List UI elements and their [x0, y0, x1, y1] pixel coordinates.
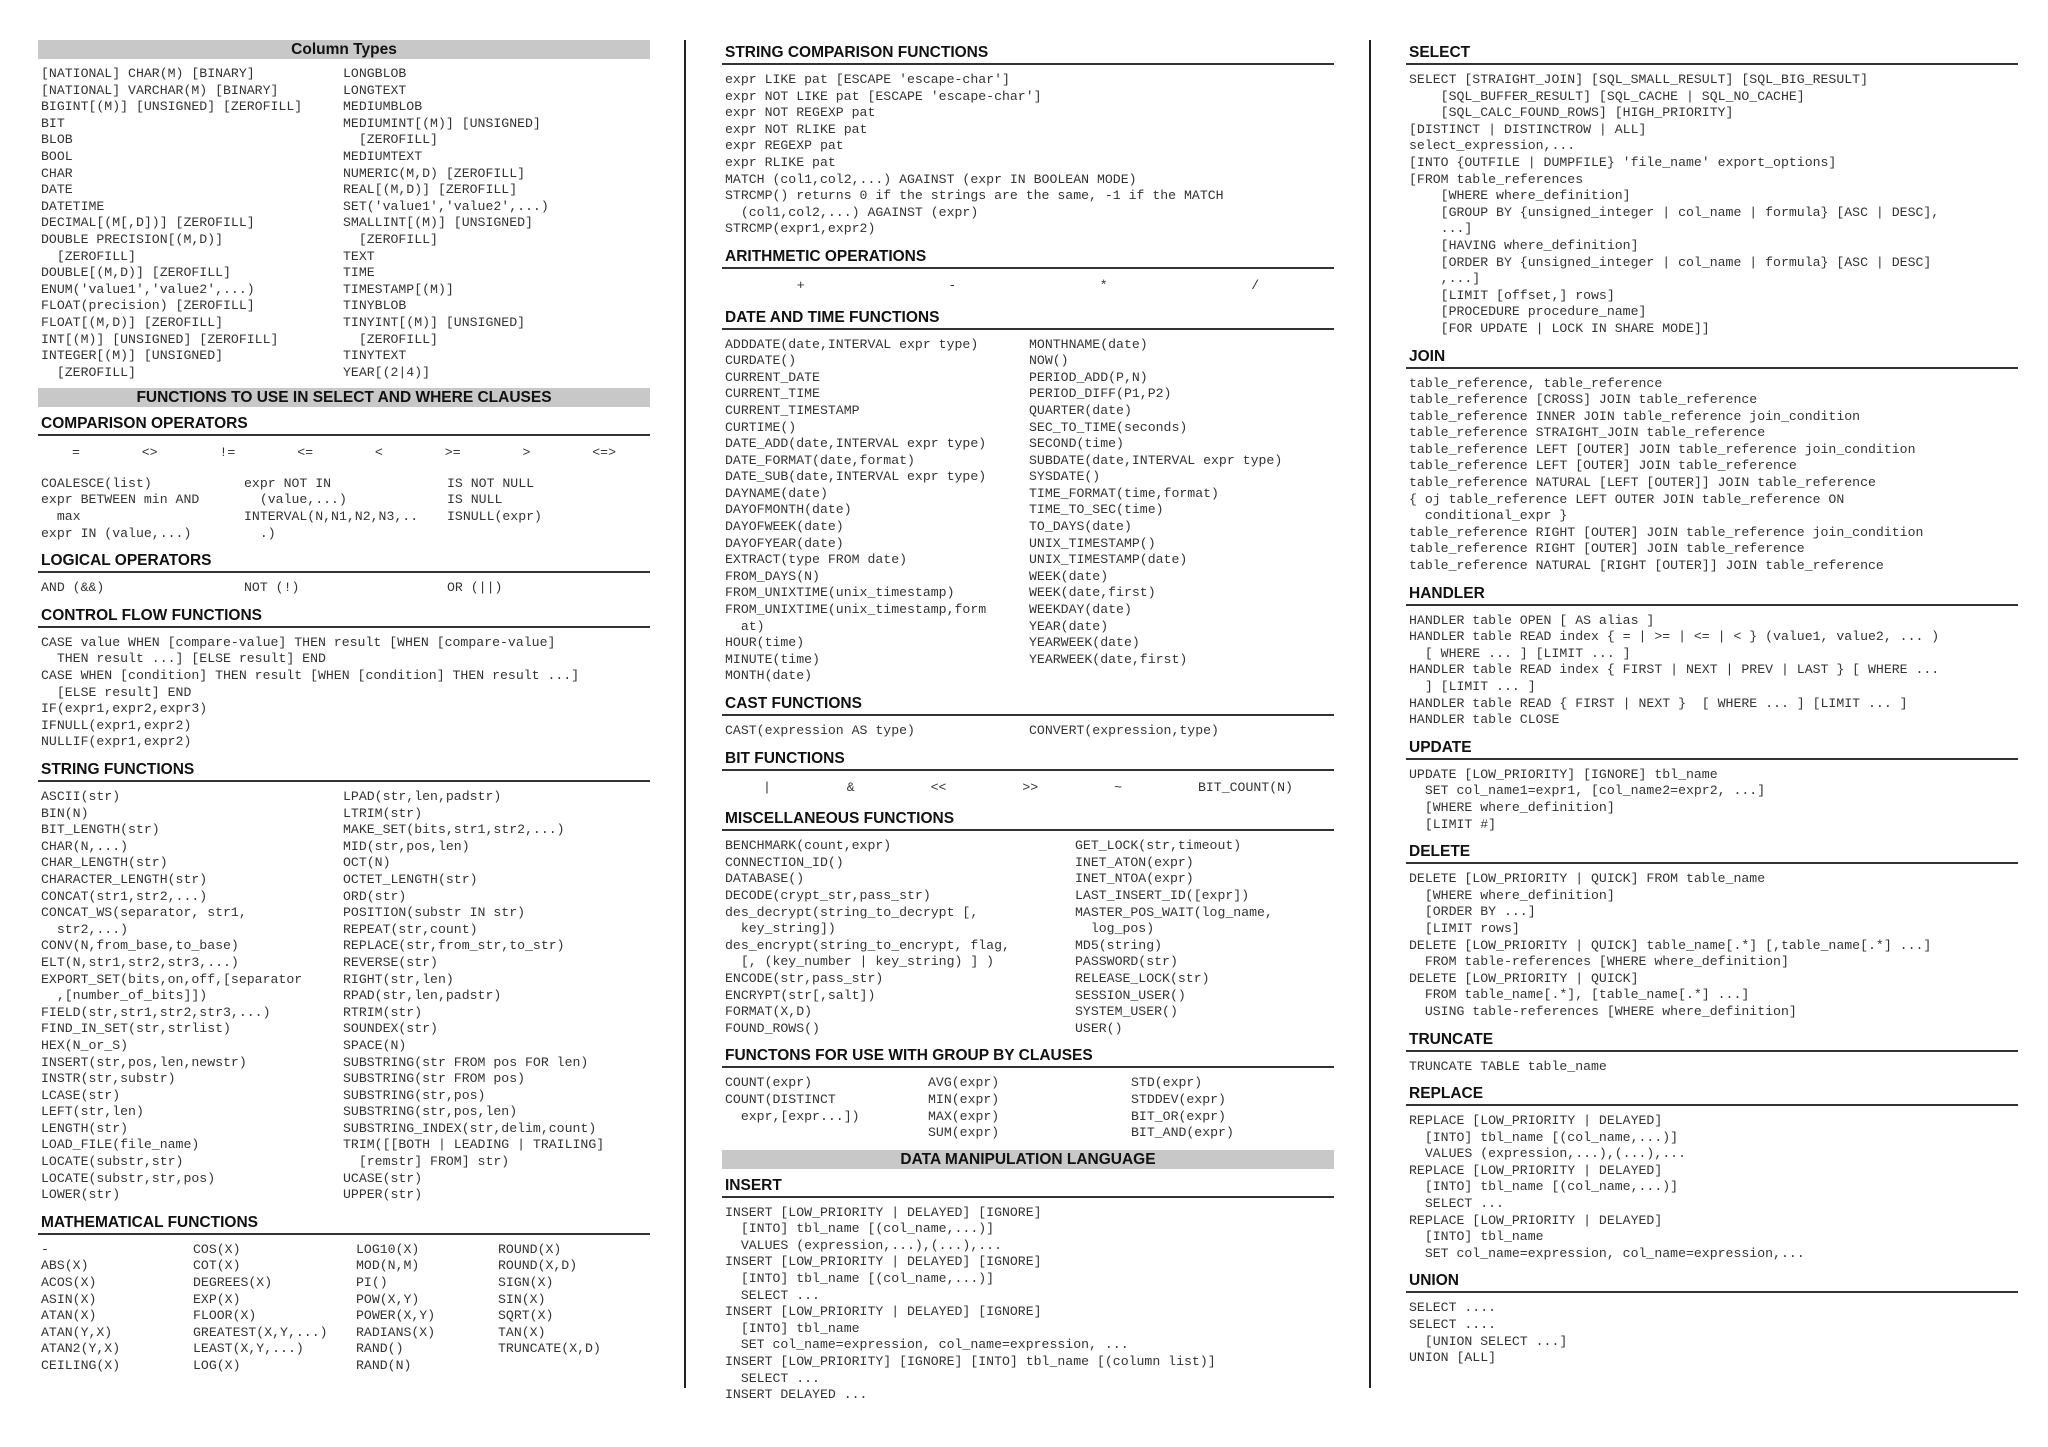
column-types-banner: Column Types	[38, 40, 650, 59]
replace-section	[1406, 1081, 2018, 1264]
math-col-3: LOG10(X) MOD(N,M) PI() POW(X,Y) POWER(X,Y) RADIANS(X) RAND() RAND(N)	[356, 1241, 436, 1373]
column-types-list	[38, 59, 650, 383]
date-time-list	[722, 330, 1334, 687]
control-flow-body: CASE value WHEN [compare-value] THEN result [WHEN [compare-value] THEN result ...] [ELSE result] END CASE WHEN [condition] THEN result [WHEN [condition] THEN result ...] [ELSE result] END IF(expr1,expr2,expr3) IFNULL(expr1,expr2) NULLIF(expr1,expr2)	[41, 634, 580, 750]
union-body: SELECT .... SELECT .... [UNION SELECT ...] UNION [ALL]	[1409, 1300, 1568, 1366]
mathematical-functions-list	[38, 1235, 650, 1377]
string-comparison-body: expr LIKE pat [ESCAPE 'escape-char'] expr NOT LIKE pat [ESCAPE 'escape-char'] expr NOT REGEXP pat expr NOT RLIKE pat expr REGEXP pat expr RLIKE pat MATCH (col1,col2,...) AGAINST (expr IN BOOLEAN MODE) STRCMP() returns 0 if the strings are the same, -1 if the MATCH (col1,col2,...) AGAINST (expr) STRCMP(expr1,expr2)	[725, 72, 1224, 237]
handler-section	[1406, 581, 2018, 731]
date-time-section	[722, 305, 1334, 687]
misc-functions-right: GET_LOCK(str,timeout) INET_ATON(expr) INET_NTOA(expr) LAST_INSERT_ID([expr]) MASTER_POS_WAIT(log_name, log_pos) MD5(string) PASSWORD(str) RELEASE_LOCK(str) SESSION_USER() SYSTEM_USER() USER()	[1075, 838, 1273, 1036]
insert-title: INSERT	[722, 1173, 1334, 1198]
insert-section	[722, 1173, 1334, 1406]
string-functions-left: ASCII(str) BIN(N) BIT_LENGTH(str) CHAR(N,...) CHAR_LENGTH(str) CHARACTER_LENGTH(str) CONCAT(str1,str2,...) CONCAT_WS(separator, str1, str2,...) CONV(N,from_base,to_base) ELT(N,str1,str2,str3,...) EXPORT_SET(bits,on,off,[separator ,[number_of_bits]]) FIELD(str,str1,str2,str3,...) FIND_IN_SET(str,strlist) HEX(N_or_S) INSERT(str,pos,len,newstr) INSTR(str,substr) LCASE(str) LEFT(str,len) LENGTH(str) LOAD_FILE(file_name) LOCATE(substr,str) LOCATE(substr,str,pos) LOWER(str)	[41, 789, 303, 1203]
string-functions-list	[38, 782, 650, 1206]
group-by-col-1: COUNT(expr) COUNT(DISTINCT expr,[expr...])	[725, 1075, 860, 1124]
comparison-col-3: IS NOT NULL IS NULL ISNULL(expr)	[447, 475, 542, 525]
math-col-1: - ABS(X) ACOS(X) ASIN(X) ATAN(X) ATAN(Y,X) ATAN2(Y,X) CEILING(X)	[41, 1241, 121, 1373]
select-title: SELECT	[1406, 40, 2018, 65]
update-body: UPDATE [LOW_PRIORITY] [IGNORE] tbl_name SET col_name1=expr1, [col_name2=expr2, ...] [WHERE where_definition] [LIMIT #]	[1409, 766, 1766, 832]
string-functions-right: LPAD(str,len,padstr) LTRIM(str) MAKE_SET(bits,str1,str2,...) MID(str,pos,len) OCT(N) OCTET_LENGTH(str) ORD(str) POSITION(substr IN str) REPEAT(str,count) REPLACE(str,from_str,to_str) REVERSE(str) RIGHT(str,len) RPAD(str,len,padstr) RTRIM(str) SOUNDEX(str) SPACE(N) SUBSTRING(str FROM pos FOR len) SUBSTRING(str FROM pos) SUBSTRING(str,pos) SUBSTRING(str,pos,len) SUBSTRING_INDEX(str,delim,count) TRIM([[BOTH | LEADING | TRAILING] [remstr] FROM] str) UCASE(str) UPPER(str)	[343, 789, 605, 1203]
handler-body: HANDLER table OPEN [ AS alias ] HANDLER table READ index { = | >= | <= | < } (value1, value2, ... ) [ WHERE ... ] [LIMIT ... ] HANDLER table READ index { FIRST | NEXT | PREV | LAST } [ WHERE ... ] [LIMIT ... ] HANDLER table READ { FIRST | NEXT } [ WHERE ... ] [LIMIT ... ] HANDLER table CLOSE	[1409, 612, 1940, 728]
logical-not: NOT (!)	[244, 580, 300, 596]
join-title: JOIN	[1406, 344, 2018, 369]
string-functions-title: STRING FUNCTIONS	[38, 757, 650, 782]
operator-symbol: <>	[141, 445, 158, 461]
group-by-list	[722, 1068, 1334, 1143]
operator-symbol: &	[846, 779, 855, 795]
operator-symbol: >=	[444, 445, 461, 461]
join-section	[1406, 344, 2018, 577]
group-by-col-3: STD(expr) STDDEV(expr) BIT_OR(expr) BIT_AND(expr)	[1131, 1075, 1234, 1141]
date-time-left: ADDDATE(date,INTERVAL expr type) CURDATE() CURRENT_DATE CURRENT_TIME CURRENT_TIMESTAMP CURTIME() DATE_ADD(date,INTERVAL expr type) DATE_FORMAT(date,format) DATE_SUB(date,INTERVAL expr type) DAYNAME(date) DAYOFMONTH(date) DAYOFWEEK(date) DAYOFYEAR(date) EXTRACT(type FROM date) FROM_DAYS(N) FROM_UNIXTIME(unix_timestamp) FROM_UNIXTIME(unix_timestamp,form at) HOUR(time) MINUTE(time) MONTH(date)	[725, 336, 987, 684]
union-section	[1406, 1268, 2018, 1368]
cast-functions-row	[722, 716, 1334, 742]
bit-operators-row	[722, 771, 1334, 803]
update-title: UPDATE	[1406, 735, 2018, 760]
mathematical-functions-title: MATHEMATICAL FUNCTIONS	[38, 1210, 650, 1235]
logical-or: OR (||)	[447, 580, 503, 596]
column-types-left: [NATIONAL] CHAR(M) [BINARY] [NATIONAL] VARCHAR(M) [BINARY] BIGINT[(M)] [UNSIGNED] [ZEROFILL] BIT BLOB BOOL CHAR DATE DATETIME DECIMAL[(M[,D])] [ZEROFILL] DOUBLE PRECISION[(M,D)] [ZEROFILL] DOUBLE[(M,D)] [ZEROFILL] ENUM('value1','value2',...) FLOAT(precision) [ZEROFILL] FLOAT[(M,D)] [ZEROFILL] INT[(M)] [UNSIGNED] [ZEROFILL] INTEGER[(M)] [UNSIGNED] [ZEROFILL]	[41, 66, 303, 380]
arithmetic-operators-row	[722, 269, 1334, 301]
comparison-operators-title: COMPARISON OPERATORS	[38, 411, 650, 436]
truncate-title: TRUNCATE	[1406, 1027, 2018, 1052]
control-flow-title: CONTROL FLOW FUNCTIONS	[38, 603, 650, 628]
comparison-functions	[38, 468, 650, 544]
update-section	[1406, 735, 2018, 835]
operator-symbol: >	[522, 445, 531, 461]
column-divider	[684, 40, 686, 1388]
comparison-col-2: expr NOT IN (value,...) INTERVAL(N,N1,N2,N3,.. .)	[244, 475, 419, 541]
misc-functions-list	[722, 831, 1334, 1039]
operator-symbol: >>	[1022, 779, 1039, 795]
bit-functions-title: BIT FUNCTIONS	[722, 746, 1334, 771]
bit-functions-section	[722, 746, 1334, 803]
misc-functions-left: BENCHMARK(count,expr) CONNECTION_ID() DATABASE() DECODE(crypt_str,pass_str) des_decrypt(string_to_decrypt [, key_string]) des_encrypt(string_to_encrypt, flag, [, (key_number | key_string) ] ) ENCODE(str,pass_str) ENCRYPT(str[,salt]) FORMAT(X,D) FOUND_ROWS()	[725, 838, 1010, 1036]
column-types-right: LONGBLOB LONGTEXT MEDIUMBLOB MEDIUMINT[(M)] [UNSIGNED] [ZEROFILL] MEDIUMTEXT NUMERIC(M,D) [ZEROFILL] REAL[(M,D)] [ZEROFILL] SET('value1','value2',...) SMALLINT[(M)] [UNSIGNED] [ZEROFILL] TEXT TIME TIMESTAMP[(M)] TINYBLOB TINYINT[(M)] [UNSIGNED] [ZEROFILL] TINYTEXT YEAR[(2|4)]	[343, 66, 549, 380]
column-right	[1406, 40, 2018, 1369]
operator-symbol: *	[1099, 277, 1108, 293]
select-section	[1406, 40, 2018, 340]
logical-operators-section	[38, 548, 650, 599]
comparison-col-1: COALESCE(list) expr BETWEEN min AND max expr IN (value,...)	[41, 475, 200, 541]
operator-symbol: ~	[1114, 779, 1123, 795]
column-left	[38, 40, 650, 1377]
operator-symbol: /	[1251, 277, 1260, 293]
functions-banner: FUNCTIONS TO USE IN SELECT AND WHERE CLAUSES	[38, 388, 650, 407]
delete-body: DELETE [LOW_PRIORITY | QUICK] FROM table_name [WHERE where_definition] [ORDER BY ...] [LIMIT rows] DELETE [LOW_PRIORITY | QUICK] table_name[.*] [,table_name[.*] ...] FROM table-references [WHERE where_definition] DELETE [LOW_PRIORITY | QUICK] FROM table_name[.*], [table_name[.*] ...] USING table-references [WHERE where_definition]	[1409, 871, 1932, 1019]
operator-symbol: BIT_COUNT(N)	[1197, 779, 1293, 795]
column-types-section	[38, 40, 650, 383]
date-time-right: MONTHNAME(date) NOW() PERIOD_ADD(P,N) PERIOD_DIFF(P1,P2) QUARTER(date) SEC_TO_TIME(seconds) SECOND(time) SUBDATE(date,INTERVAL expr type) SYSDATE() TIME_FORMAT(time,format) TIME_TO_SEC(time) TO_DAYS(date) UNIX_TIMESTAMP() UNIX_TIMESTAMP(date) WEEK(date) WEEK(date,first) WEEKDAY(date) YEAR(date) YEARWEEK(date) YEARWEEK(date,first)	[1029, 336, 1283, 667]
insert-body: INSERT [LOW_PRIORITY | DELAYED] [IGNORE] [INTO] tbl_name [(col_name,...)] VALUES (expression,...),(...),... INSERT [LOW_PRIORITY | DELAYED] [IGNORE] [INTO] tbl_name [(col_name,...)] SELECT ... INSERT [LOW_PRIORITY | DELAYED] [IGNORE] [INTO] tbl_name SET col_name=expression, col_name=expression, ... INSERT [LOW_PRIORITY] [IGNORE] [INTO] tbl_name [(column list)] SELECT ... INSERT DELAYED ...	[725, 1204, 1216, 1403]
replace-body: REPLACE [LOW_PRIORITY | DELAYED] [INTO] tbl_name [(col_name,...)] VALUES (expression,...),(...),... REPLACE [LOW_PRIORITY | DELAYED] [INTO] tbl_name [(col_name,...)] SELECT ... REPLACE [LOW_PRIORITY | DELAYED] [INTO] tbl_name SET col_name=expression, col_name=expression,...	[1409, 1113, 1805, 1261]
operator-symbol: <=>	[592, 445, 616, 461]
group-by-col-2: AVG(expr) MIN(expr) MAX(expr) SUM(expr)	[928, 1075, 1000, 1141]
handler-title: HANDLER	[1406, 581, 2018, 606]
arithmetic-section	[722, 244, 1334, 301]
comparison-operators-row	[38, 436, 650, 468]
math-col-2: COS(X) COT(X) DEGREES(X) EXP(X) FLOOR(X) GREATEST(X,Y,...) LEAST(X,Y,...) LOG(X)	[193, 1241, 328, 1373]
column-middle	[722, 40, 1334, 1406]
join-body: table_reference, table_reference table_reference [CROSS] JOIN table_reference table_reference INNER JOIN table_reference join_condition table_reference STRAIGHT_JOIN table_reference table_reference LEFT [OUTER] JOIN table_reference join_condition table_reference LEFT [OUTER] JOIN table_reference table_reference NATURAL [LEFT [OUTER]] JOIN table_reference { oj table_reference LEFT OUTER JOIN table_reference ON conditional_expr } table_reference RIGHT [OUTER] JOIN table_reference join_condition table_reference RIGHT [OUTER] JOIN table_reference table_reference NATURAL [RIGHT [OUTER]] JOIN table_reference	[1409, 375, 1924, 574]
replace-title: REPLACE	[1406, 1081, 2018, 1106]
group-by-section	[722, 1043, 1334, 1143]
convert-function: CONVERT(expression,type)	[1029, 723, 1219, 738]
union-title: UNION	[1406, 1268, 2018, 1293]
operator-symbol: <	[374, 445, 383, 461]
math-col-4: ROUND(X) ROUND(X,D) SIGN(X) SIN(X) SQRT(X) TAN(X) TRUNCATE(X,D)	[498, 1241, 601, 1357]
select-body: SELECT [STRAIGHT_JOIN] [SQL_SMALL_RESULT] [SQL_BIG_RESULT] [SQL_BUFFER_RESULT] [SQL_CACHE | SQL_NO_CACHE] [SQL_CALC_FOUND_ROWS] [HIGH_PRIORITY] [DISTINCT | DISTINCTROW | ALL] select_expression,... [INTO {OUTFILE | DUMPFILE} 'file_name' export_options] [FROM table_references [WHERE where_definition] [GROUP BY {unsigned_integer | col_name | formula} [ASC | DESC], ...] [HAVING where_definition] [ORDER BY {unsigned_integer | col_name | formula} [ASC | DESC] ,...] [LIMIT [offset,] rows] [PROCEDURE procedure_name] [FOR UPDATE | LOCK IN SHARE MODE]]	[1409, 72, 1940, 336]
logical-operators-row	[38, 573, 650, 599]
truncate-section	[1406, 1027, 2018, 1078]
misc-functions-section	[722, 806, 1334, 1039]
cast-function: CAST(expression AS type)	[725, 723, 915, 738]
cast-functions-title: CAST FUNCTIONS	[722, 691, 1334, 716]
operator-symbol: <=	[297, 445, 314, 461]
delete-title: DELETE	[1406, 839, 2018, 864]
operator-symbol: !=	[219, 445, 236, 461]
control-flow-section	[38, 603, 650, 753]
dml-banner: DATA MANIPULATION LANGUAGE	[722, 1150, 1334, 1169]
group-by-title: FUNCTONS FOR USE WITH GROUP BY CLAUSES	[722, 1043, 1334, 1068]
cast-functions-section	[722, 691, 1334, 742]
column-divider	[1369, 40, 1371, 1388]
operator-symbol: -	[948, 277, 957, 293]
logical-and: AND (&&)	[41, 580, 105, 596]
arithmetic-title: ARITHMETIC OPERATIONS	[722, 244, 1334, 269]
operator-symbol: =	[71, 445, 80, 461]
string-functions-section	[38, 757, 650, 1206]
date-time-title: DATE AND TIME FUNCTIONS	[722, 305, 1334, 330]
delete-section	[1406, 839, 2018, 1022]
operator-symbol: +	[796, 277, 805, 293]
logical-operators-title: LOGICAL OPERATORS	[38, 548, 650, 573]
string-comparison-title: STRING COMPARISON FUNCTIONS	[722, 40, 1334, 65]
mathematical-functions-section	[38, 1210, 650, 1377]
operator-symbol: <<	[930, 779, 947, 795]
operator-symbol: |	[762, 779, 771, 795]
comparison-operators-section	[38, 411, 650, 544]
truncate-body: TRUNCATE TABLE table_name	[1409, 1058, 1607, 1074]
misc-functions-title: MISCELLANEOUS FUNCTIONS	[722, 806, 1334, 831]
string-comparison-section	[722, 40, 1334, 240]
